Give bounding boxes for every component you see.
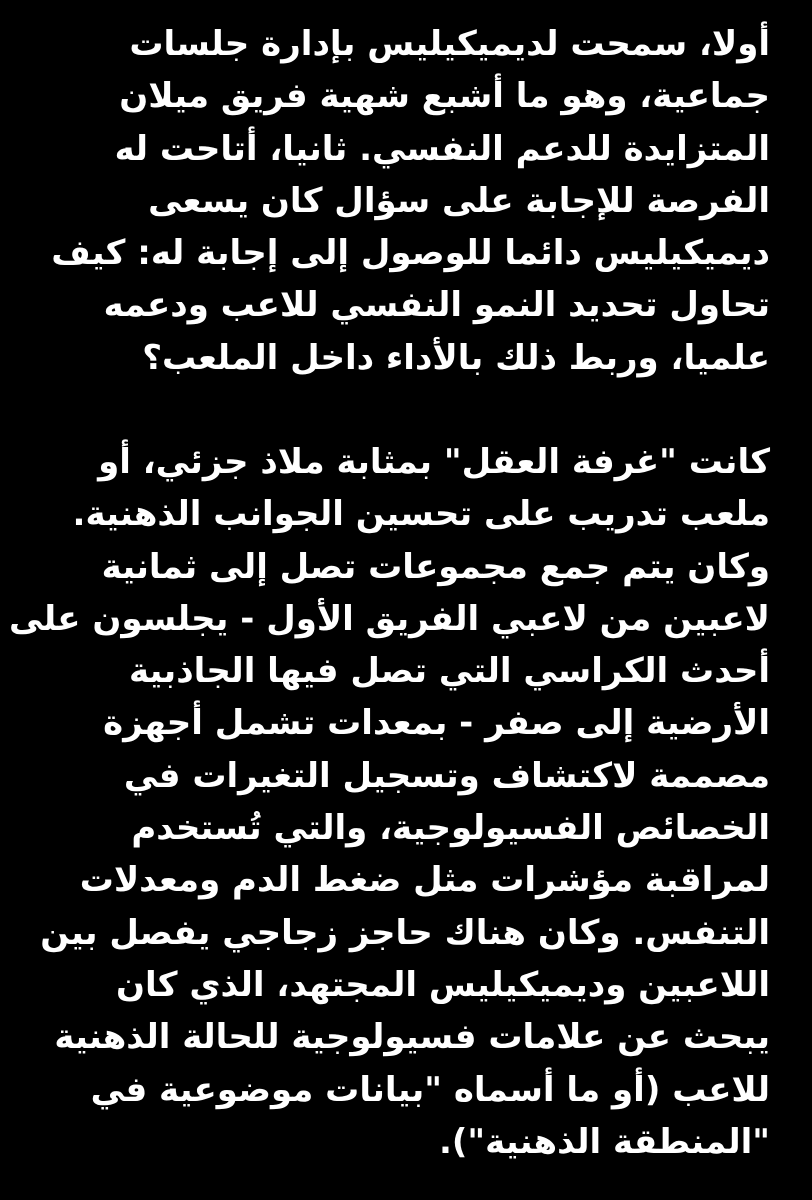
text-line: الأرضية إلى صفر - بمعدات تشمل أجهزة [103, 703, 770, 744]
text-line: "المنطقة الذهنية"). [438, 1121, 770, 1162]
text-line: للاعب (أو ما أسماه "بيانات موضوعية في [90, 1069, 770, 1110]
text-line: أحدث الكراسي التي تصل فيها الجاذبية [128, 651, 770, 692]
text-line: اللاعبين وديميكيليس المجتهد، الذي كان [115, 964, 770, 1005]
text-line: لاعبين من لاعبي الفريق الأول - يجلسون على [9, 598, 770, 639]
text-line: جماعية، وهو ما أشبع شهية فريق ميلان [119, 76, 770, 117]
text-line: وكان يتم جمع مجموعات تصل إلى ثمانية [101, 546, 770, 587]
text-line: ديميكيليس دائما للوصول إلى إجابة له: كيف [51, 233, 770, 274]
text-line: كانت "غرفة العقل" بمثابة ملاذ جزئي، أو [98, 442, 770, 482]
paragraph-2 [10, 436, 770, 1168]
text-line: ملعب تدريب على تحسين الجوانب الذهنية. [72, 494, 770, 535]
text-line: الخصائص الفسيولوجية، والتي تُستخدم [131, 808, 770, 849]
text-line: أولا، سمحت لديميكيليس بإدارة جلسات [129, 24, 770, 64]
text-line: التنفس. وكان هناك حاجز زجاجي يفصل بين [40, 912, 770, 953]
text-line: مصممة لاكتشاف وتسجيل التغيرات في [123, 755, 770, 796]
text-line: تحاول تحديد النمو النفسي للاعب ودعمه [103, 285, 770, 326]
text-line: لمراقبة مؤشرات مثل ضغط الدم ومعدلات [79, 860, 770, 901]
text-line: المتزايدة للدعم النفسي. ثانيا، أتاحت له [114, 128, 770, 169]
text-line: الفرصة للإجابة على سؤال كان يسعى [148, 180, 770, 221]
paragraph-1 [10, 18, 770, 384]
text-line: علميا، وربط ذلك بالأداء داخل الملعب؟ [142, 337, 770, 378]
text-line: يبحث عن علامات فسيولوجية للحالة الذهنية [54, 1017, 770, 1058]
